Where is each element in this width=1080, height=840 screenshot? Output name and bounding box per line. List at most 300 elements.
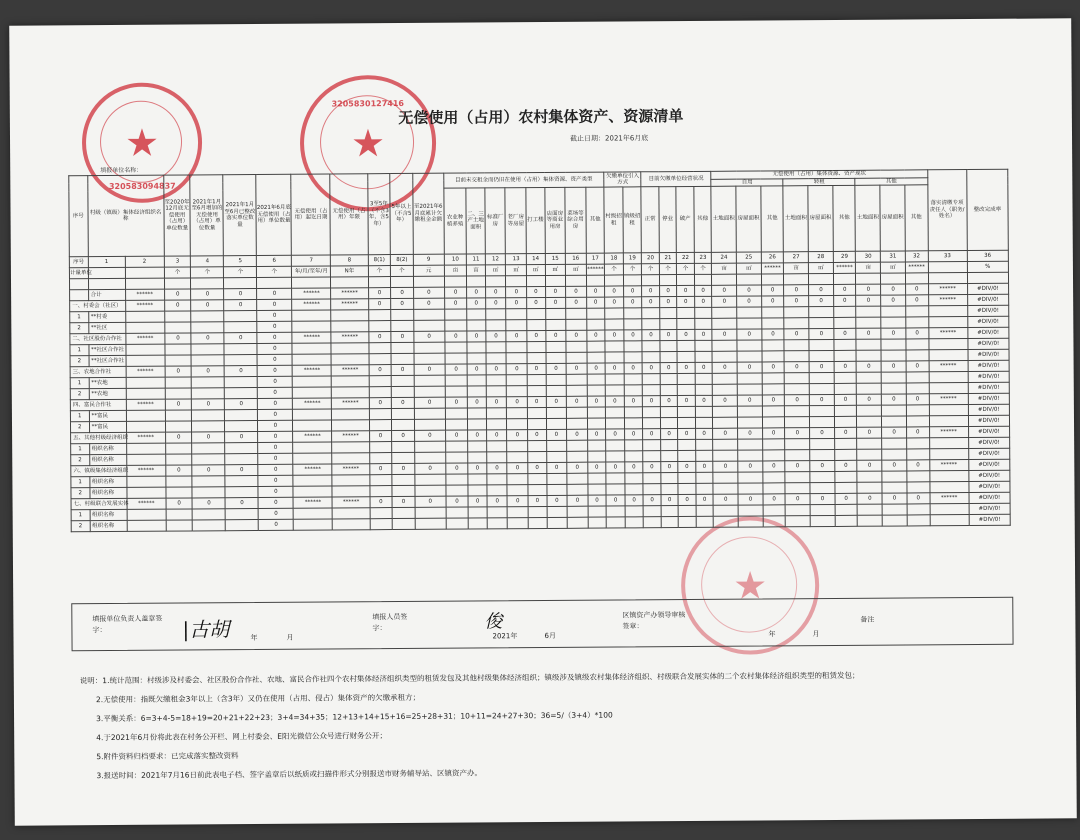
table-cell [606, 473, 625, 484]
table-cell [192, 410, 225, 421]
table-cell: 30 [856, 251, 881, 262]
table-cell: 0 [587, 429, 606, 440]
table-cell: 0 [392, 497, 415, 508]
table-cell [224, 278, 257, 289]
table-cell: 0 [487, 463, 508, 474]
table-cell: 0 [414, 331, 445, 342]
table-cell [567, 418, 588, 429]
table-cell [192, 421, 225, 432]
table-cell [127, 520, 166, 531]
table-cell: 0 [445, 463, 468, 474]
table-cell [546, 353, 567, 364]
table-cell [624, 374, 643, 385]
table-cell [857, 482, 882, 493]
table-cell: #DIV/0! [968, 459, 1009, 470]
table-cell: 0 [678, 495, 696, 506]
table-cell [784, 318, 809, 329]
table-cell [166, 509, 193, 520]
table-cell: 0 [905, 295, 928, 306]
table-cell [906, 416, 929, 427]
table-cell [70, 290, 89, 301]
table-cell: 0 [660, 396, 678, 407]
table-cell [192, 443, 225, 454]
table-cell: 0 [445, 331, 468, 342]
table-cell: #DIV/0! [967, 294, 1008, 305]
table-cell [293, 486, 332, 497]
table-cell: 0 [857, 493, 882, 504]
table-cell [164, 311, 191, 322]
table-cell: 个 [677, 264, 695, 275]
table-cell [191, 311, 224, 322]
table-cell [292, 321, 331, 332]
table-cell [486, 375, 507, 386]
table-cell [606, 440, 625, 451]
table-cell: 0 [487, 496, 508, 507]
table-cell [785, 406, 810, 417]
table-cell: 1 [70, 312, 89, 323]
table-cell: 0 [784, 285, 809, 296]
table-cell [713, 384, 738, 395]
table-cell [929, 438, 968, 449]
table-cell: ㎡ [506, 265, 527, 276]
table-cell [659, 275, 677, 286]
table-cell: 0 [588, 495, 607, 506]
table-cell [906, 306, 929, 317]
table-cell: ****** [292, 332, 331, 343]
table-cell [415, 518, 446, 529]
table-cell [906, 350, 929, 361]
table-cell: 0 [857, 361, 882, 372]
table-cell: 0 [694, 286, 712, 297]
table-cell: 0 [696, 494, 714, 505]
table-cell: 0 [566, 286, 587, 297]
table-cell [835, 482, 858, 493]
table-cell [678, 451, 696, 462]
table-cell [785, 384, 810, 395]
table-cell [414, 353, 445, 364]
table-cell [293, 475, 332, 486]
table-cell [809, 373, 834, 384]
table-cell: 亩 [712, 263, 737, 274]
table-cell [660, 418, 678, 429]
table-cell [567, 473, 588, 484]
review-sign-label: 区镇资产办领导审核签章： [622, 611, 686, 631]
table-cell: 0 [258, 497, 293, 508]
table-cell [835, 471, 858, 482]
table-cell: 0 [606, 429, 625, 440]
table-cell [567, 451, 588, 462]
table-cell: 24 [712, 252, 737, 263]
table-cell: ****** [126, 399, 165, 410]
table-cell [660, 385, 678, 396]
table-cell: ㎡ [566, 264, 587, 275]
table-cell: **社区合作社 [88, 345, 125, 356]
table-cell [225, 487, 258, 498]
table-cell [906, 317, 929, 328]
table-cell [929, 350, 968, 361]
table-cell [906, 405, 929, 416]
table-cell: 19 [623, 253, 642, 264]
table-cell [738, 417, 763, 428]
table-cell: #DIV/0! [969, 503, 1010, 514]
table-cell: 0 [257, 332, 292, 343]
table-cell [623, 275, 642, 286]
table-cell [928, 339, 967, 350]
table-cell: 0 [467, 298, 486, 309]
table-cell [624, 385, 643, 396]
table-cell: 0 [527, 397, 546, 408]
table-cell [856, 350, 881, 361]
table-cell [391, 354, 414, 365]
table-cell: 0 [545, 331, 566, 342]
table-cell: 0 [507, 463, 528, 474]
table-cell [165, 377, 192, 388]
table-cell [368, 343, 391, 354]
table-cell: 0 [809, 285, 834, 296]
table-cell [333, 519, 370, 530]
table-cell [695, 418, 713, 429]
table-cell: 0 [192, 432, 225, 443]
table-cell [929, 416, 968, 427]
table-cell [967, 272, 1008, 283]
table-cell: 0 [192, 399, 225, 410]
table-cell [587, 352, 606, 363]
table-cell: 0 [413, 287, 444, 298]
table-cell: ****** [126, 432, 165, 443]
table-cell [445, 342, 468, 353]
table-cell: 6 [257, 255, 292, 266]
table-cell [126, 443, 165, 454]
table-cell: ****** [332, 464, 369, 475]
table-cell [485, 276, 506, 287]
table-cell: 0 [258, 486, 293, 497]
table-cell [810, 439, 835, 450]
table-cell: 0 [507, 364, 528, 375]
table-cell: 0 [369, 365, 392, 376]
table-cell [713, 417, 738, 428]
table-cell [414, 342, 445, 353]
table-cell [368, 310, 391, 321]
table-cell [224, 355, 257, 366]
table-cell: 0 [762, 329, 785, 340]
table-cell [165, 421, 192, 432]
table-cell [486, 309, 507, 320]
table-cell [506, 320, 527, 331]
table-cell [414, 320, 445, 331]
table-cell: 0 [257, 299, 292, 310]
table-cell [392, 508, 415, 519]
table-cell [545, 276, 566, 287]
table-cell: **富民 [89, 411, 126, 422]
table-cell: 0 [737, 395, 762, 406]
table-cell [526, 276, 545, 287]
table-cell [414, 419, 445, 430]
table-cell: 0 [857, 460, 882, 471]
table-cell [224, 344, 257, 355]
table-cell [928, 273, 967, 284]
table-cell: 0 [445, 397, 468, 408]
table-cell [566, 319, 587, 330]
table-cell [642, 374, 660, 385]
table-cell: 0 [413, 298, 444, 309]
table-cell: 0 [414, 364, 445, 375]
table-cell: 0 [881, 284, 906, 295]
table-cell: 1 [71, 444, 90, 455]
table-cell [293, 387, 332, 398]
table-cell: ****** [126, 366, 165, 377]
table-cell: ****** [929, 361, 968, 372]
table-cell [391, 310, 414, 321]
fill-unit-label: 填报单位名称： [100, 166, 143, 175]
seal-stamp-left: ★ 320583094837 [82, 82, 203, 203]
table-cell [605, 374, 624, 385]
table-cell [528, 485, 547, 496]
table-cell [695, 341, 713, 352]
table-cell: 0 [834, 361, 857, 372]
table-cell: 0 [623, 286, 642, 297]
table-cell: 0 [605, 363, 624, 374]
table-cell [586, 319, 605, 330]
table-cell: 合计 [88, 290, 125, 301]
table-cell [166, 487, 193, 498]
seal-stamp-middle: ★ 3205830127416 [300, 75, 437, 212]
table-cell: 21 [659, 253, 677, 264]
table-cell: 33 [928, 251, 967, 262]
table-cell [192, 388, 225, 399]
table-cell [661, 506, 679, 517]
table-cell: 12 [485, 254, 506, 265]
table-cell [192, 454, 225, 465]
table-cell [586, 308, 605, 319]
table-cell: 0 [468, 463, 487, 474]
table-cell [625, 517, 644, 528]
table-cell [125, 267, 164, 278]
table-cell: 0 [642, 297, 660, 308]
table-cell: 3 [164, 256, 191, 267]
table-cell [528, 507, 547, 518]
table-cell [567, 484, 588, 495]
table-cell: 0 [660, 429, 678, 440]
table-cell: 0 [467, 331, 486, 342]
table-cell [468, 452, 487, 463]
table-cell: 0 [905, 284, 928, 295]
table-cell: **社区 [88, 323, 125, 334]
table-cell: 0 [738, 428, 763, 439]
table-cell: 0 [225, 399, 258, 410]
table-cell: 0 [259, 519, 294, 530]
table-cell [785, 439, 810, 450]
table-cell [695, 440, 713, 451]
table-cell: 1 [71, 477, 90, 488]
table-cell [413, 276, 444, 287]
table-cell: 0 [642, 286, 660, 297]
table-cell [857, 471, 882, 482]
table-cell: ****** [332, 398, 369, 409]
table-cell [605, 352, 624, 363]
table-cell [414, 386, 445, 397]
table-cell: ㎡ [526, 265, 545, 276]
table-cell [881, 339, 906, 350]
table-cell: 0 [587, 396, 606, 407]
table-cell: ****** [126, 465, 165, 476]
table-cell [165, 443, 192, 454]
table-cell: 0 [881, 328, 906, 339]
table-cell [468, 485, 487, 496]
table-cell [834, 350, 857, 361]
table-cell: 0 [166, 465, 193, 476]
table-cell [392, 519, 415, 530]
table-cell [907, 504, 930, 515]
table-cell [586, 275, 605, 286]
table-cell [642, 275, 660, 286]
table-cell: 27 [784, 252, 809, 263]
table-cell: 0 [809, 395, 834, 406]
table-cell [834, 317, 857, 328]
table-cell: ****** [293, 431, 332, 442]
table-cell: 32 [905, 251, 928, 262]
table-cell [833, 306, 856, 317]
table-cell: 0 [166, 498, 193, 509]
table-cell [293, 420, 332, 431]
table-cell [257, 277, 292, 288]
table-cell [392, 453, 415, 464]
table-cell: ****** [293, 398, 332, 409]
table-cell: ㎡ [808, 263, 833, 274]
table-cell [763, 472, 786, 483]
table-cell [225, 454, 258, 465]
table-cell [391, 321, 414, 332]
table-cell: ****** [293, 464, 332, 475]
table-cell: 0 [415, 496, 446, 507]
table-cell [415, 474, 446, 485]
table-cell: ****** [586, 264, 605, 275]
table-body [69, 272, 1010, 532]
table-cell: 0 [660, 330, 678, 341]
table-cell: 个 [642, 264, 660, 275]
table-cell: 0 [809, 329, 834, 340]
table-cell: 0 [606, 462, 625, 473]
table-cell: 0 [713, 461, 738, 472]
table-cell [126, 355, 165, 366]
paper-sheet [9, 18, 1077, 825]
table-cell: 8(1) [368, 255, 391, 266]
table-cell: #DIV/0! [968, 382, 1009, 393]
table-cell: 5 [224, 256, 257, 267]
table-cell: ****** [125, 300, 164, 311]
table-cell [928, 317, 967, 328]
table-cell: 0 [224, 300, 257, 311]
table-cell [642, 341, 660, 352]
table-cell: 0 [486, 364, 507, 375]
table-cell: 20 [642, 253, 660, 264]
table-cell: 0 [660, 363, 678, 374]
table-cell [929, 405, 968, 416]
table-cell [809, 351, 834, 362]
table-cell: 0 [712, 285, 737, 296]
table-cell [467, 276, 486, 287]
table-cell [643, 451, 661, 462]
table-cell [486, 342, 507, 353]
table-cell [527, 375, 546, 386]
table-cell: 1 [88, 257, 125, 268]
table-cell: 0 [857, 394, 882, 405]
table-cell [660, 319, 678, 330]
table-cell: 二、社区股份合作社 [70, 334, 126, 345]
table-cell [567, 506, 588, 517]
table-cell: 2 [70, 422, 89, 433]
table-cell: 组织名称 [89, 455, 126, 466]
table-cell: #DIV/0! [968, 470, 1009, 481]
table-cell: 4 [191, 256, 224, 267]
table-cell: ****** [929, 460, 968, 471]
table-cell [545, 342, 566, 353]
table-cell: 1 [70, 411, 89, 422]
table-cell [391, 343, 414, 354]
table-cell: 一、村委会（社区） [70, 301, 126, 312]
table-cell [762, 384, 785, 395]
table-cell [391, 376, 414, 387]
table-cell: 0 [545, 298, 566, 309]
table-cell [713, 483, 738, 494]
note-line: 3.报送时间：2021年7月16日前此表电子档、签字盖章后以纸质或扫描件形式分别报送市财务辅导站、区镇资产办。 [96, 768, 483, 781]
table-cell: 0 [528, 463, 547, 474]
table-cell [835, 515, 858, 526]
table-cell [929, 372, 968, 383]
table-cell: 0 [906, 427, 929, 438]
table-cell [468, 441, 487, 452]
table-cell: 0 [713, 494, 738, 505]
table-cell [738, 483, 763, 494]
table-cell: 0 [695, 396, 713, 407]
table-cell [643, 506, 661, 517]
table-cell [625, 484, 644, 495]
table-cell: ****** [125, 333, 164, 344]
table-cell [293, 409, 332, 420]
table-cell [487, 507, 508, 518]
table-cell [882, 405, 907, 416]
table-cell [678, 517, 696, 528]
table-cell: 0 [677, 330, 695, 341]
table-cell: **农地 [89, 378, 126, 389]
table-cell: 0 [391, 398, 414, 409]
table-cell: 13 [506, 254, 527, 265]
table-cell [332, 387, 369, 398]
table-cell [661, 517, 679, 528]
table-cell [737, 274, 762, 285]
table-cell [527, 320, 546, 331]
table-cell: 0 [695, 363, 713, 374]
table-cell [392, 486, 415, 497]
table-cell [856, 317, 881, 328]
table-cell: 0 [258, 453, 293, 464]
table-cell: 0 [507, 430, 528, 441]
table-cell [929, 482, 968, 493]
table-cell: 2 [125, 256, 164, 267]
table-cell: 0 [785, 494, 810, 505]
table-cell: 0 [225, 498, 258, 509]
table-cell [332, 376, 369, 387]
table-cell: 0 [907, 493, 930, 504]
table-cell [506, 342, 527, 353]
filler-month: 6月 [544, 631, 556, 640]
table-cell [695, 352, 713, 363]
table-cell: ****** [331, 299, 368, 310]
table-cell: 0 [391, 332, 414, 343]
table-cell [606, 451, 625, 462]
table-cell: 0 [193, 498, 226, 509]
table-cell [810, 450, 835, 461]
note-line: 4.于2021年6月份将此表在村务公开栏、网上村委会、E阳光微信公众号进行财务公开； [96, 731, 387, 743]
